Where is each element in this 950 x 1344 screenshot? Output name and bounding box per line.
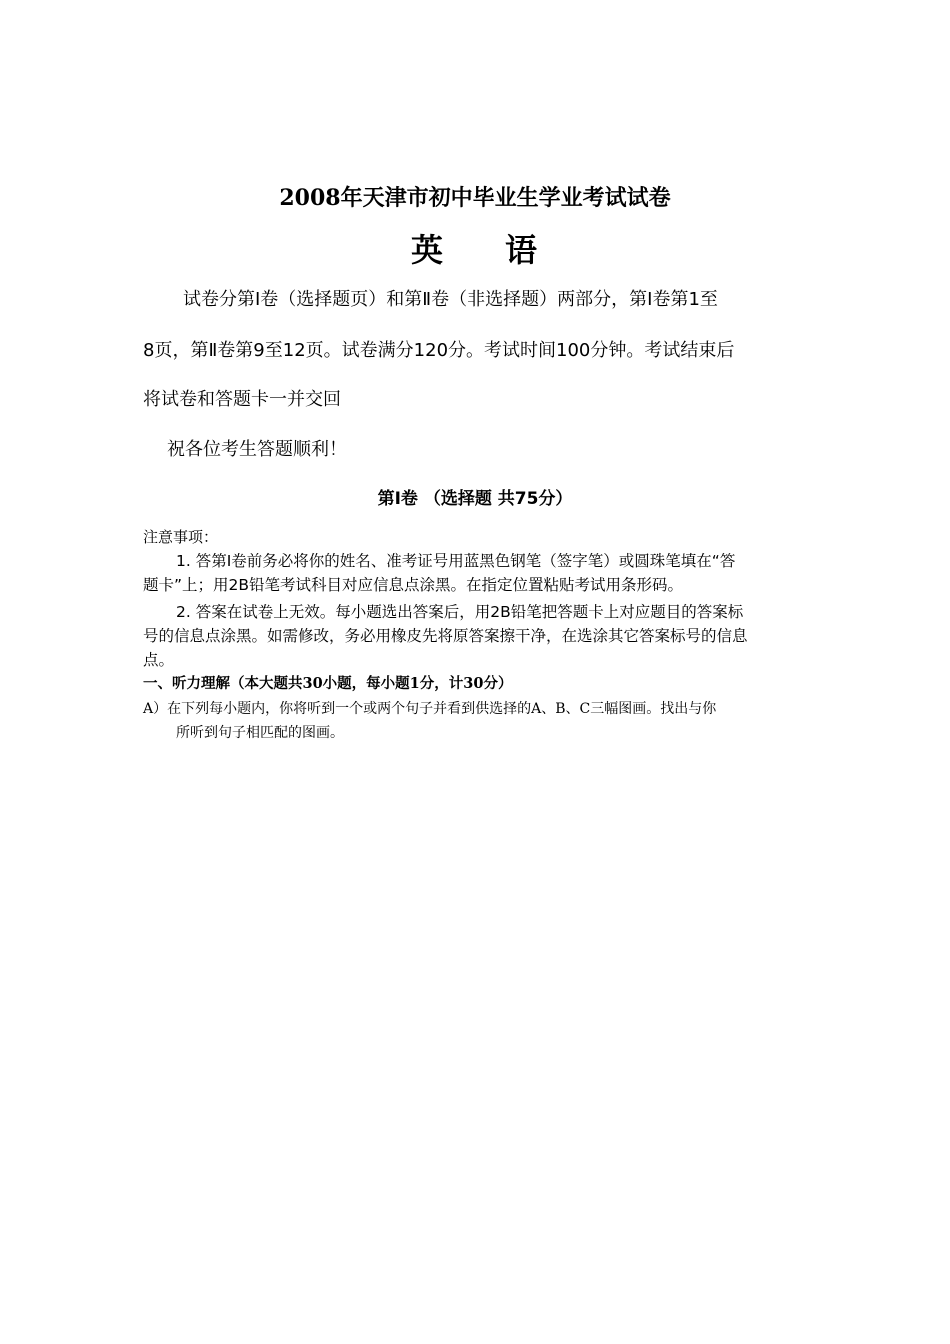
subject-title (0, 228, 950, 272)
section-1-title-bold: 第Ⅰ卷 (377, 489, 418, 509)
subject-char-2: 语 (505, 231, 540, 269)
part-1-title: 一、听力理解（本大题共30小题，每小题1分，计30分） (143, 675, 513, 692)
subject-char-1: 英 (410, 231, 445, 269)
note-2-line-2: 号的信息点涂黑。如需修改，务必用橡皮先将原答案擦干净，在选涂其它答案标号的信息 (143, 627, 748, 645)
section-1-title (0, 487, 950, 511)
note-1-line-2: 题卡”上；用2B铅笔考试科目对应信息点涂黑。在指定位置粘贴考试用条形码。 (143, 576, 684, 594)
exam-title: 2008年天津市初中毕业生学业考试试卷 (279, 185, 671, 211)
part-1-instruction-line-1: A）在下列每小题内，你将听到一个或两个句子并看到供选择的A、B、C三幅图画。找出与你 (143, 701, 717, 717)
note-2-line-1: 2. 答案在试卷上无效。每小题选出答案后，用2B铅笔把答题卡上对应题目的答案标 (176, 603, 744, 621)
section-1-title-rest: （选择题 共75分） (423, 489, 573, 509)
note-1-line-1: 1. 答第Ⅰ卷前务必将你的姓名、准考证号用蓝黑色钢笔（签字笔）或圆珠笔填在“答 (176, 552, 736, 570)
intro-line-2: 8页，第Ⅱ卷第9至12页。试卷满分120分。考试时间100分钟。考试结束后 (143, 340, 735, 361)
intro-line-1: 试卷分第Ⅰ卷（选择题页）和第Ⅱ卷（非选择题）两部分，第Ⅰ卷第1至 (183, 289, 718, 310)
wish-text: 祝各位考生答题顺利！ (167, 439, 347, 460)
intro-line-3: 将试卷和答题卡一并交回 (143, 389, 341, 410)
note-2-line-3: 点。 (143, 651, 175, 669)
part-1-instruction-line-2: 所听到句子相匹配的图画。 (176, 725, 344, 741)
notes-label: 注意事项： (143, 528, 219, 546)
